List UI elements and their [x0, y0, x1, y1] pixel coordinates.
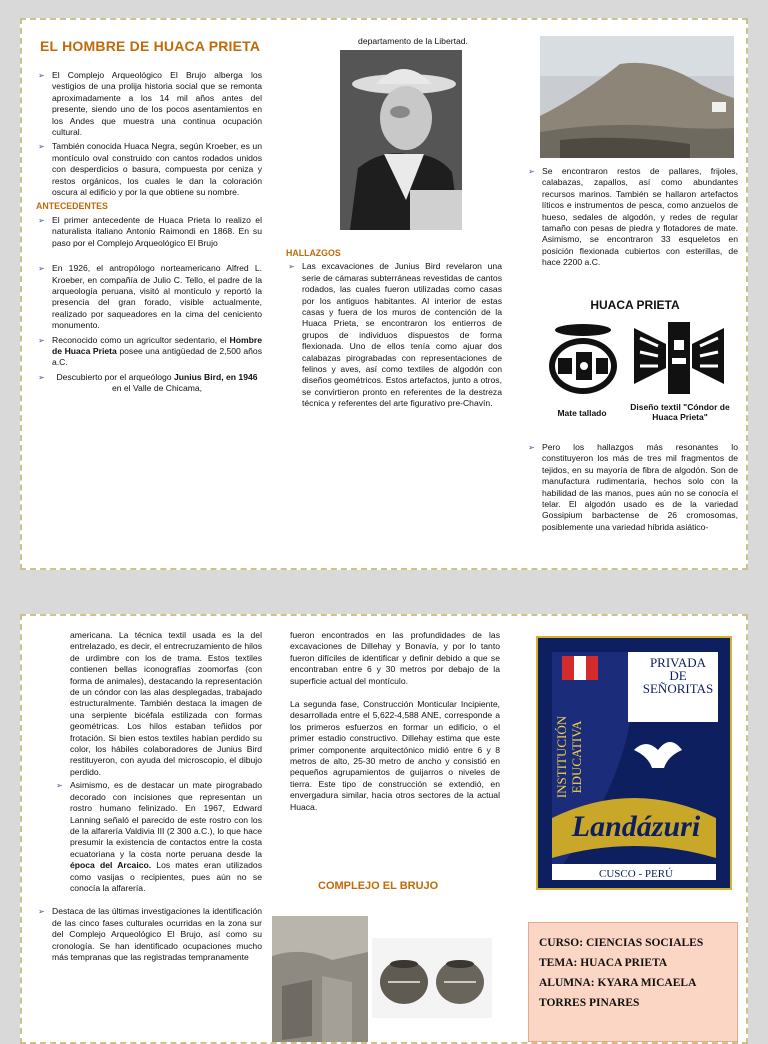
condor-textile-drawing — [634, 318, 724, 398]
column-2 — [286, 246, 502, 413]
logo-de: DE — [669, 668, 687, 683]
text: Reconocido como un agricultor sedentario, el — [52, 334, 230, 345]
logo-name: Landázuri — [571, 810, 701, 843]
depth-paragraph: fueron encontrados en las profundidades de las excavaciones de Dillehay y Bonavía, y por lo tanto fueron difíciles de identificar y definir debido a que se encontraban entre 6 y 30 metros por debajo de la superficie actual del montículo. — [290, 630, 500, 686]
brochure-page-1 — [20, 18, 748, 570]
page-title: EL HOMBRE DE HUACA PRIETA — [40, 38, 261, 54]
list-item: ➢ En 1926, el antropólogo norteamericano Alfred L. Kroeber, en compañía de Julio C. Tello, el padre de la arqueología peruana, visitó al montículo y reportó la presencia del gran forado, visible actualmente, realizado por saqueadores en la cima del ceniciento monumento. — [36, 263, 262, 331]
text: en el Valle de Chicama, — [111, 383, 203, 394]
list-item: ➢ Las excavaciones de Junius Bird revelaron una serie de cámaras subterráneas revestidas de cantos rodados, las cuales fueron utilizadas como casas por los antiguos habitantes. Al interior de estas casas y fuera de los muros de contención de la Huaca Prieta, se encontraron los entierros de grupos de individuos dispuestos de forma flexionada. Uno de ellos tenía como ajuar dos calabazas pirograbadas con representaciones de felinos y aves, así como textiles de algodón con diseños geométricos. Estos artefactos, junto a otros, se convirtieron pronto en referentes de la destreza técnica y referentes del arte figurativo pre-Chavín. — [286, 261, 502, 409]
bold-text: Hombre de Huaca Prieta — [52, 334, 262, 356]
bold-text: Junius Bird, en 1946 — [173, 371, 258, 382]
bold-text: época del Arcaico. — [70, 860, 152, 871]
logo-city: CUSCO - PERÚ — [599, 868, 673, 880]
junius-bird-photo — [340, 50, 462, 230]
hallazgos-list — [286, 261, 502, 409]
logo-senoritas: SEÑORITAS — [642, 681, 714, 696]
textiles-list — [526, 442, 738, 533]
list-item — [36, 372, 262, 395]
textile-paragraph: americana. La técnica textil usada es la del entrelazado, es decir, el entrecruzamiento de hilos de urdimbre con los de trama. Estos textiles contienen bellas iconografías zoomorfas (con forma de animales), destacando la representación de un cóndor con las alas desplegadas, trabajado estructuralmente. También destaca la imagen de una serpiente bicéfala estilizada con formas geométricas. Los hilos estaban teñidos por frotación. Si bien estos textiles habían perdido su color, los hábiles colaboradores de Junius Bird restituyeron, con ayuda del microscopio, el dibujo perdido. — [70, 630, 262, 777]
column-2 — [290, 630, 500, 813]
huaca-prieta-figure — [542, 298, 728, 434]
excavation-photo — [272, 916, 368, 1044]
logo-privada: PRIVADA — [649, 655, 707, 670]
figure-caption-right: Diseño textil "Cóndor de Huaca Prieta" — [630, 402, 730, 422]
text: posee una antigüedad de 2,500 años a.C. — [52, 345, 263, 368]
huaca-landscape-photo — [540, 36, 734, 158]
mate-tallado-drawing — [546, 318, 620, 396]
phases-list — [36, 906, 262, 963]
column-1 — [36, 630, 262, 966]
list-item: ➢ El Complejo Arqueológico El Brujo alberga los vestigios de una prolija historia social que se remonta aproximadamente a los 14 mil años antes del presente, siendo uno de los pocos asentamientos en los Andes que muestra una continua ocupación cultural. — [36, 70, 262, 138]
hallazgos-heading: HALLAZGOS — [286, 248, 341, 258]
logo-privada-block — [628, 656, 728, 695]
column-3-bottom — [526, 442, 738, 536]
column-1 — [36, 70, 262, 398]
figure-caption-left: Mate tallado — [557, 408, 607, 418]
course-label: CURSO: CIENCIAS SOCIALES — [539, 937, 704, 949]
list-item — [54, 780, 262, 894]
mate-list — [54, 780, 262, 894]
text: Los mates eran utilizados como vasijas o recipientes, pues aún no se conocía la alfarería. — [70, 860, 262, 893]
logo-educativa: EDUCATIVA — [569, 720, 584, 794]
gourds-photo — [372, 938, 492, 1018]
text: Asimismo, es de destacar un mate pirograbado decorado con incisiones que representan un rostro humano felinizado. En 1967, Edward Lanning señaló el parecido de este rostro con los de la alfarería Valdivia III (2 300 a.C.), lo que hace presumir la existencia de contactos entre la costa ecuatoriana y la costa norte peruana desde la — [70, 780, 262, 859]
list-item: ➢ Destaca de las últimas investigaciones la identificación de las cinco fases culturales ocurridas en la zona sur del Complejo Arqueológico El Brujo, así como su cronología. Se han identificado ocupaciones mucho más tempranas que las registradas tempranamente — [36, 906, 262, 963]
second-phase-paragraph: La segunda fase, Construcción Monticular Incipiente, desarrollada entre el 5,622-4,588 ANE, corresponde a los primeros esfuerzos en formar un edificio, o el primer estadio constructivo. Dillehay estima que este primer componente arquitectónico midió entre 6 y 8 metros de alto, 25-30 metro de ancho y consistió en pequeños agrupamientos de guijarros o niveles de tierra. Este tipo de construcción se extendió, en envergadura similar, hacia otros sectores de la actual Huaca. — [290, 699, 500, 812]
figure-title: HUACA PRIETA — [590, 298, 680, 312]
text: Descubierto por el arqueólogo — [56, 371, 174, 382]
school-logo — [536, 636, 732, 890]
list-item: ➢ El primer antecedente de Huaca Prieta lo realizo el naturalista italiano Antonio Raimondi en 1868. En su paso por el Complejo Arqueológico El Brujo — [36, 215, 262, 249]
student-surname-label: TORRES PINARES — [539, 997, 640, 1009]
list-item: ➢ Se encontraron restos de pallares, frijoles, calabazas, zapallos, así como abundantes recursos marinos. También se hallaron artefactos líticos e instrumentos de pesca, como anzuelos de hueso, sedales de algodón, y redes de regular tamaño con pesas de piedra y flotadores de mate. Asimismo, se encontraron 33 esqueletos en posición flexionada cubiertos con esterillas, de hace 2200 a.C. — [526, 166, 738, 269]
complejo-heading: COMPLEJO EL BRUJO — [318, 880, 439, 892]
intro-list — [36, 70, 262, 198]
brochure-page-2 — [20, 614, 748, 1044]
logo-institucion: INSTITUCIÓN — [554, 715, 569, 799]
list-item — [36, 335, 262, 369]
column-3-top — [526, 166, 738, 272]
col2-top-text: departamento de la Libertad. — [358, 36, 468, 46]
student-info-box — [528, 922, 738, 1042]
list-item: ➢ Pero los hallazgos más resonantes lo constituyeron los más de tres mil fragmentos de tejidos, en su mayoría de fibra de algodón. Son de manufactura rudimentaria, hechos solo con la habilidad de las manos, pues aún no se conocía el telar. El algodón usado es de la variedad Gossipium barbactense de 26 cromosomas, posiblemente una variedad híbrida asiático- — [526, 442, 738, 533]
list-item: ➢ También conocida Huaca Negra, según Kroeber, es un montículo oval construido con cantos rodados unidos con desperdicios o basura, compuesta por ceniza y restos orgánicos, los cuales le dan la coloración oscura al edificio y por la que obtiene su nombre. — [36, 141, 262, 198]
antecedentes-heading: ANTECEDENTES — [36, 201, 108, 212]
student-name-label: ALUMNA: KYARA MICAELA — [539, 977, 697, 989]
antecedentes-list — [36, 215, 262, 395]
topic-label: TEMA: HUACA PRIETA — [539, 957, 668, 969]
findings-list — [526, 166, 738, 269]
